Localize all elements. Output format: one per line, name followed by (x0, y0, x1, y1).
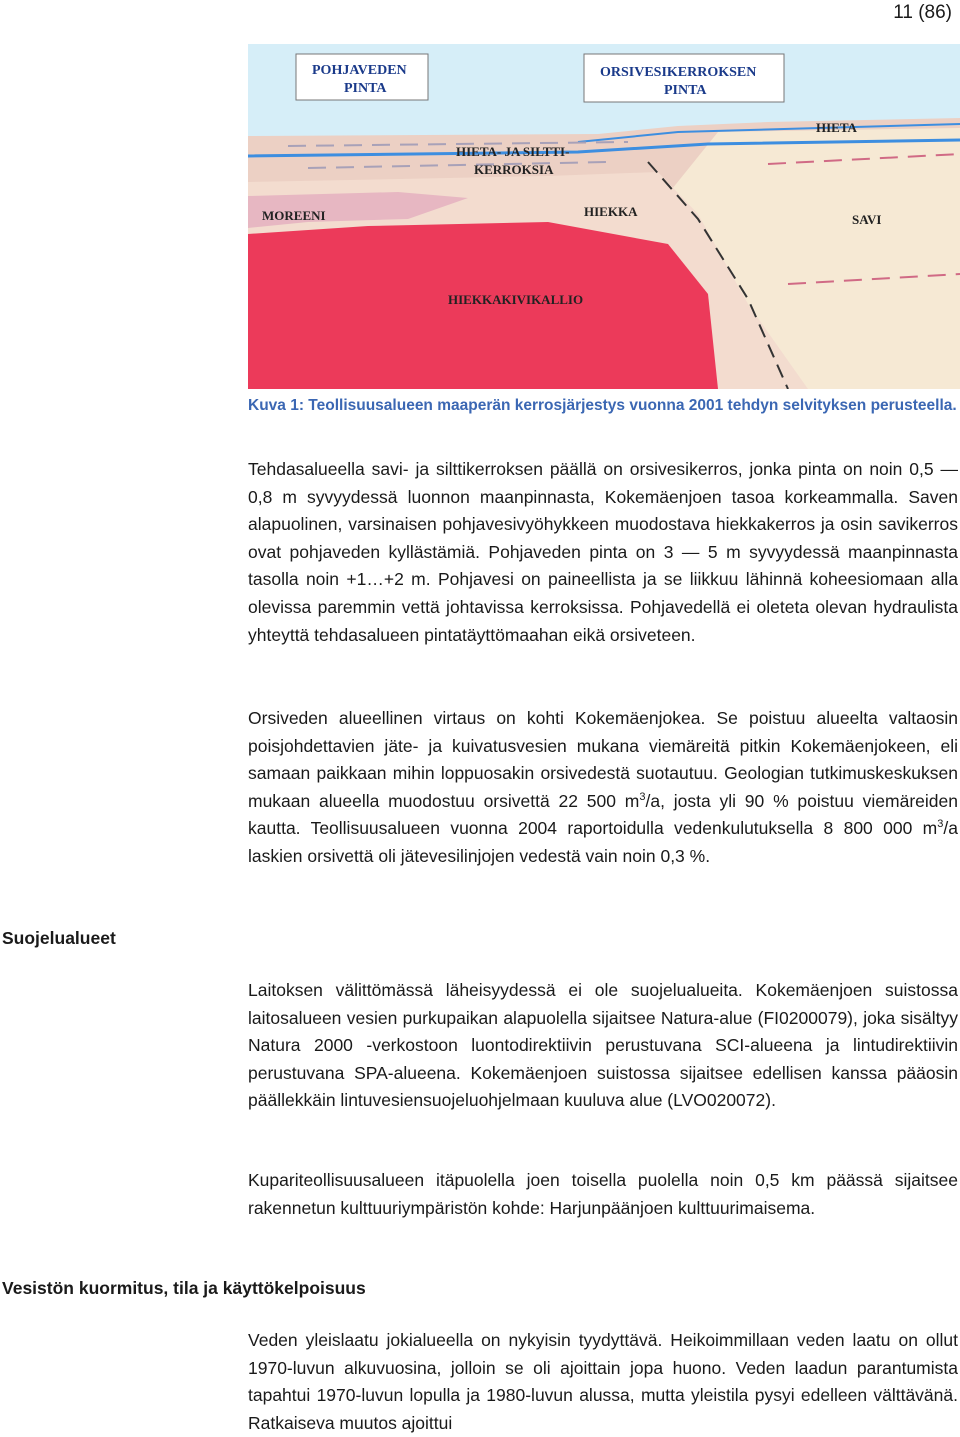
paragraph-groundwater: Tehdasalueella savi- ja silttikerroksen päällä on orsivesikerros, jonka pinta on noin 0,5 — 0,8 m syvyydessä luonnon maanpinnasta, Kokemäenjoen tasoa korkeammalla. Saven alapuolinen, varsinaisen pohjavesivyöhykkeen muodostava hiekkakerros ja osin savikerros ovat pohjaveden kyllästämiä. Pohjaveden pinta on 3 — 5 m syvyydessä maanpinnasta tasolla noin +1…+2 m. Pohjavesi on paineellista ja se liikkuu lähinnä koheesiomaan alla olevissa paremmin vettä johtavissa kerroksissa. Pohjavedellä ei oleteta olevan hydraulista yhteyttä tehdasalueen pintatäyttömaahan eikä orsiveteen. (248, 459, 958, 645)
page-number: 11 (86) (893, 2, 952, 23)
figure-caption: Kuva 1: Teollisuusalueen maaperän kerrosjärjestys vuonna 2001 tehdyn selvityksen perusteella. (248, 397, 957, 414)
label-fine-sand-silt-1: HIETA- JA SILTTI- (456, 144, 570, 159)
superscript-1: 3 (639, 790, 646, 803)
paragraph-cultural-site: Kupariteollisuusalueen itäpuolella joen toisella puolella noin 0,5 km päässä sijaitsee rakennetun kulttuuriympäristön kohde: Harjunpäänjoen kulttuurimaisema. (248, 1170, 958, 1218)
label-fine-sand-silt-2: KERROKSIA (474, 162, 554, 177)
label-groundwater-1: POHJAVEDEN (312, 63, 407, 78)
label-clay: SAVI (852, 212, 882, 227)
paragraph-perched-part1: Orsiveden alueellinen virtaus on kohti Kokemäenjokea. Se poistuu alueelta valtaosin poisjohdettavien jäte- ja kuivatusvesien mukana viemäreitä pitkin Kokemäenjokeen, eli samaan paikkaan mihin loppuosakin orsivedestä suotautuu. Geologian tutkimuskeskuksen mukaan alueella muodostuu orsivettä 22 500 m (248, 708, 958, 811)
label-sand: HIEKKA (584, 204, 638, 219)
label-fine-sand: HIETA (816, 120, 857, 135)
paragraph-perched-part3: /a laskien orsivettä oli jätevesilinjojen vedestä vain noin 0,3 %. (248, 818, 958, 866)
heading-protected-areas: Suojelualueet (2, 928, 116, 948)
paragraph-perched-part2: /a, josta yli 90 % poistuu viemäreiden kautta. Teollisuusalueen vuonna 2004 raportoidulla vedenkulutuksella 8 800 000 m (248, 790, 958, 839)
paragraph-water-quality: Veden yleislaatu jokialueella on nykyisin tyydyttävä. Heikoimmillaan veden laatu on ollut 1970-luvun alkuvuosina, jolloin se oli ajoittain jopa huono. Veden laadun parantumista tapahtui 1970-luvun lopulla ja 1980-luvun alussa, mutta yleistila pysyi edelleen välttävänä. Ratkaiseva muutos ajoittui (248, 1330, 958, 1433)
label-moraine: MOREENI (262, 208, 326, 223)
label-groundwater-2: PINTA (344, 81, 387, 96)
paragraph-perched-water (248, 705, 958, 871)
soil-layer-figure (248, 44, 960, 389)
heading-water-load: Vesistön kuormitus, tila ja käyttökelpoisuus (2, 1278, 366, 1298)
soil-layer-diagram (248, 44, 960, 389)
superscript-2: 3 (937, 818, 944, 831)
label-bedrock: HIEKKAKIVIKALLIO (448, 292, 584, 307)
paragraph-protected-areas: Laitoksen välittömässä läheisyydessä ei ole suojelualueita. Kokemäenjoen suistossa laitosalueen vesien purkupaikan alapuolella sijaitsee Natura-alue (FI0200079), joka sisältyy Natura 2000 -verkostoon luontodirektiivin perustuvana SCI-alueena ja lintudirektiivin perustuvana SPA-alueena. Kokemäenjoen suistossa sijaitsee edellisen kanssa pääosin päällekkäin lintuvesiensuojeluohjelmaan kuuluva alue (LVO020072). (248, 980, 958, 1111)
label-perched-2: PINTA (664, 83, 707, 98)
label-perched-1: ORSIVESIKERROKSEN (600, 65, 757, 80)
